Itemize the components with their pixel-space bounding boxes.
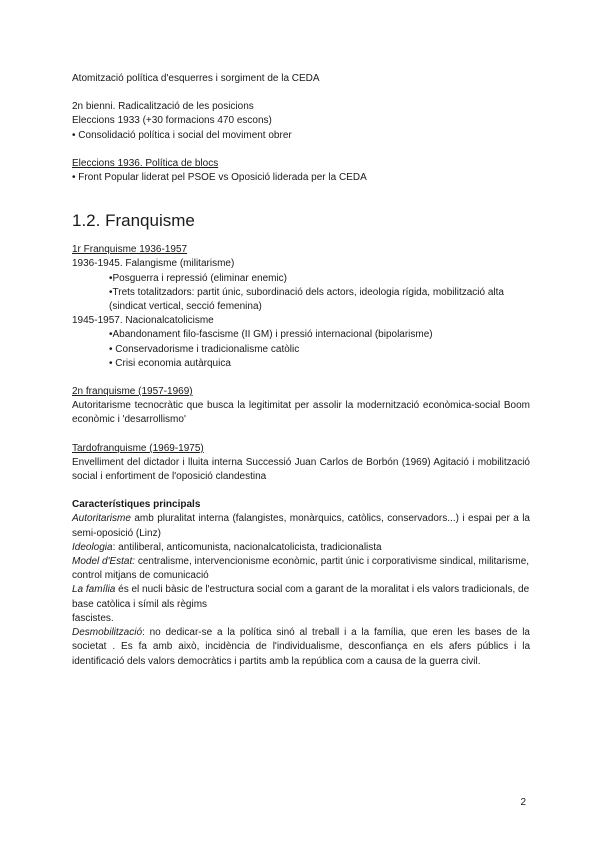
segon-franquisme-text: Autoritarisme tecnocràtic que busca la legitimitat per assolir la modernització econòmica-social Boom econòmic i 'desarrollismo'	[72, 400, 530, 426]
autoritarisme-text: amb pluralitat interna (falangistes, monàrquics, catòlics, conservadors...) i espai per a la semi-oposició (Linz)	[72, 513, 530, 539]
ideologia-text: : antiliberal, anticomunista, nacionalcatolicista, tradicionalista	[112, 541, 382, 553]
familia-text: és el nucli bàsic de l'estructura social com a garant de la moralitat i els valors tradicionals, de base catòlica i símil als règims	[72, 584, 530, 610]
familia-paragraph-end: fascistes.	[72, 612, 114, 624]
desmobilitzacio-text: : no dedicar-se a la política sinó al treball i a la família, que eren les bases de la societat . Es fa amb això, incidència de l'individualisme, desconfiança en els afers públics i la identificació dels valors democràtics i partits amb la república com a causa de la guerra civil.	[72, 627, 530, 667]
period-2-item: • Conservadorisme i tradicionalisme catòlic	[109, 343, 300, 355]
autoritarisme-label: Autoritarisme	[72, 513, 131, 525]
eleccions-1933: Eleccions 1933 (+30 formacions 470 escons)	[72, 115, 272, 127]
ideologia-paragraph	[72, 541, 530, 555]
model-estat-paragraph	[72, 555, 530, 583]
period-1-title: 1936-1945. Falangisme (militarisme)	[72, 258, 235, 270]
ideologia-label: Ideologia	[72, 541, 113, 553]
period-1-item: •Posguerra i repressió (eliminar enemic)	[109, 272, 288, 284]
document-page	[72, 72, 530, 669]
eleccions-1936-title: Eleccions 1936. Política de blocs	[72, 157, 219, 169]
tardofranquisme-title: Tardofranquisme (1969-1975)	[72, 442, 204, 454]
familia-paragraph	[72, 583, 530, 611]
familia-label: La família	[72, 584, 116, 596]
section-heading: 1.2. Franquisme	[72, 211, 195, 231]
caracteristiques-title: Característiques principals	[72, 499, 201, 511]
period-1-item: •Trets totalitzadors: partit únic, subordinació dels actors, ideologia rígida, mobilització alta (sindicat vertical, secció femenina)	[109, 286, 504, 313]
bienni-title: 2n bienni. Radicalització de les posicions	[72, 101, 254, 113]
page-number: 2	[520, 797, 526, 808]
segon-franquisme-title: 2n franquisme (1957-1969)	[72, 386, 193, 398]
model-estat-label: Model d'Estat:	[72, 556, 136, 568]
period-2-item: • Crisi economia autàrquica	[109, 357, 231, 369]
desmobilitzacio-paragraph	[72, 626, 530, 669]
consolidacio-bullet: • Consolidació política i social del moviment obrer	[72, 129, 292, 141]
period-2-title: 1945-1957. Nacionalcatolicisme	[72, 315, 214, 327]
model-estat-text: centralisme, intervencionisme econòmic, partit únic i corporativisme sindical, militarisme, control mitjans de comunicació	[72, 556, 530, 582]
period-2-item: •Abandonament filo-fascisme (II GM) i pressió internacional (bipolarisme)	[109, 329, 433, 341]
primer-franquisme-title: 1r Franquisme 1936-1957	[72, 244, 188, 256]
autoritarisme-paragraph	[72, 512, 530, 540]
tardofranquisme-text: Envelliment del dictador i lluita interna Successió Juan Carlos de Borbón (1969) Agitació i mobilització social i enfortiment de l'oposició clandestina	[72, 456, 530, 483]
desmobilitzacio-label: Desmobilització	[72, 627, 143, 639]
front-popular-bullet: • Front Popular liderat pel PSOE vs Oposició liderada per la CEDA	[72, 172, 367, 184]
intro-line: Atomització política d'esquerres i sorgiment de la CEDA	[72, 73, 320, 84]
